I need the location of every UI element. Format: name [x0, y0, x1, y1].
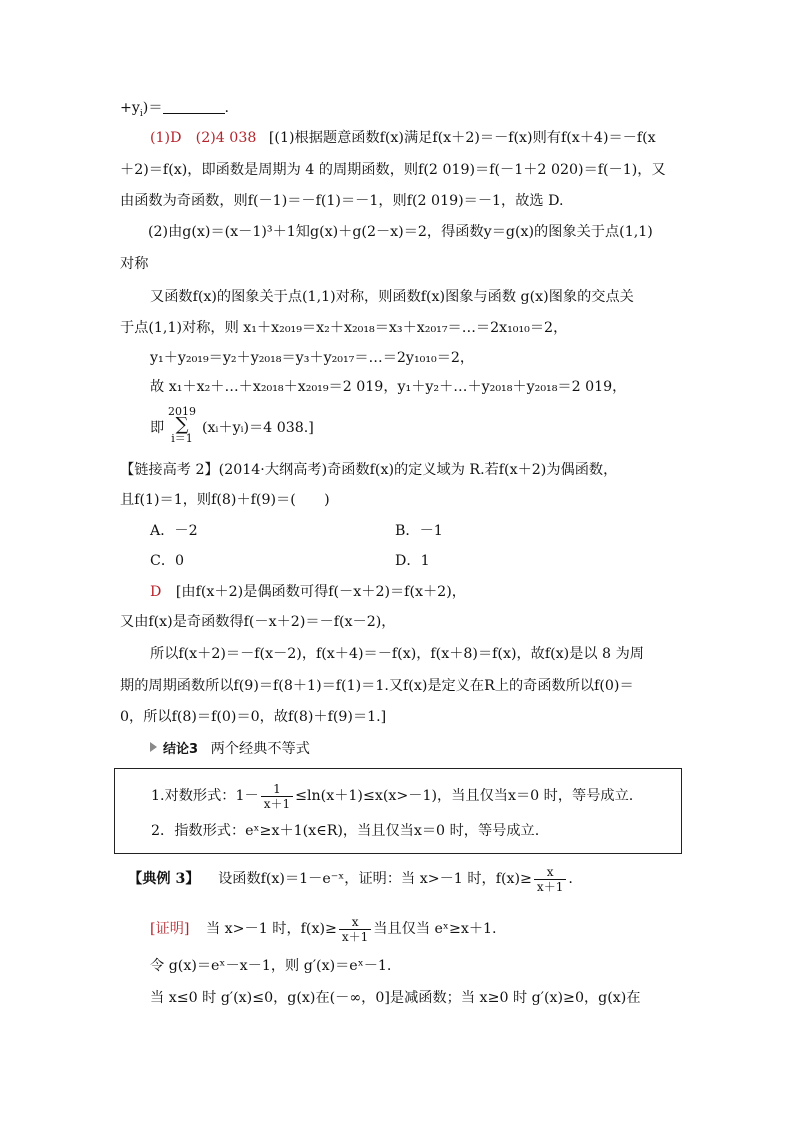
solution-1-line-1: (1)D (2)4 038 [(1)根据题意函数f(x)满足f(x＋2)＝－f(x)则有f(x＋4)＝－f(x: [150, 130, 656, 146]
answer-key: (1)D (2)4 038: [150, 130, 257, 146]
option-c: C．0: [150, 553, 185, 569]
solution-2-line-5: y₁＋y₂₀₁₉＝y₂＋y₂₀₁₈＝y₃＋y₂₀₁₇＝…＝2y₁₀₁₀＝2，: [150, 350, 475, 366]
link-problem-2-stem: 【链接高考 2】(2014·大纲高考)奇函数f(x)的定义域为 R.若f(x＋2)为偶函数，: [120, 462, 618, 478]
sum-result-line: 即: [150, 420, 165, 436]
option-b: B．－1: [395, 523, 443, 539]
link-solution-line-5: 0，所以f(8)＝f(0)＝0，故f(8)＋f(9)＝1.]: [120, 709, 387, 725]
triangle-bullet-icon: [150, 742, 157, 752]
link-solution-line-4: 期的周期函数所以f(9)＝f(8＋1)＝f(1)＝1.又f(x)是定义在R上的奇函数所以f(0)＝: [120, 678, 634, 694]
option-a: A．－2: [150, 523, 198, 539]
link-solution-line-2: 又由f(x)是奇函数得f(－x＋2)＝－f(x－2)，: [120, 614, 396, 630]
fraction: $\frac{x}{x+1}$: [534, 865, 566, 894]
link-problem-2-question: 且f(1)＝1，则f(8)＋f(9)＝( ): [120, 492, 330, 508]
sum-result-text: (xᵢ＋yᵢ)＝4 038.]: [202, 420, 314, 436]
log-inequality: 1.对数形式：1－ $\frac{1}{x+1}$ ≤ln(x＋1)≤x(x>－1)，当且仅当x＝0 时，等号成立.: [151, 781, 634, 811]
proof-label: [证明]: [150, 921, 190, 937]
option-d: D．1: [395, 553, 430, 569]
solution-1-line-2: ＋2)＝f(x)，即函数是周期为 4 的周期函数，则f(2 019)＝f(－1＋2 020)＝f(－1)，又: [120, 162, 666, 178]
conclusion-box: [114, 768, 682, 854]
solution-2-line-4: 于点(1,1)对称，则 x₁＋x₂₀₁₉＝x₂＋x₂₀₁₈＝x₃＋x₂₀₁₇＝…＝2x₁₀₁₀＝2，: [120, 320, 568, 336]
answer-blank-line: $+y_i)=$ .: [120, 100, 230, 119]
fill-in-blank: [163, 99, 225, 114]
proof-line-1: [证明] 当 x>－1 时，f(x)≥ $\frac{x}{x+1}$ 当且仅当 eˣ≥x＋1.: [150, 914, 497, 944]
proof-line-3: 当 x≤0 时 g′(x)≤0，g(x)在(－∞，0]是减函数；当 x≥0 时 g′(x)≥0，g(x)在: [150, 990, 641, 1006]
solution-2-line-6: 故 x₁＋x₂＋…＋x₂₀₁₈＋x₂₀₁₉＝2 019，y₁＋y₂＋…＋y₂₀₁₈＋y₂₀₁₈＝2 019，: [150, 379, 627, 395]
exp-inequality: 2．指数形式：eˣ≥x＋1(x∈R)，当且仅当x＝0 时，等号成立.: [151, 823, 540, 839]
link-solution-line-1: D [由f(x＋2)是偶函数可得f(－x＋2)＝f(x＋2)，: [150, 584, 466, 600]
proof-line-2: 令 g(x)＝eˣ－x－1，则 g′(x)＝eˣ－1.: [150, 958, 392, 974]
example-3: 【典例 3】 设函数f(x)＝1－e⁻ˣ，证明：当 x>－1 时，f(x)≥ $\frac{x}{x+1}$ .: [128, 864, 573, 894]
link-solution-line-3: 所以f(x＋2)＝－f(x－2)，f(x＋4)＝－f(x)，f(x＋8)＝f(x)，故f(x)是以 8 为周: [150, 646, 644, 662]
solution-2-line-1: (2)由g(x)＝(x－1)³＋1知g(x)＋g(2－x)＝2，得函数y＝g(x)的图象关于点(1,1): [148, 224, 653, 240]
fraction: $\frac{x}{x+1}$: [339, 915, 371, 944]
answer-key: D: [150, 584, 162, 600]
fraction: $\frac{1}{x+1}$: [261, 782, 293, 811]
summation-symbol: 2019 ∑ i＝1: [168, 405, 196, 445]
solution-2-line-3: 又函数f(x)的图象关于点(1,1)对称，则函数f(x)图象与函数 g(x)图象的交点关: [150, 289, 634, 305]
solution-1-line-3: 由函数为奇函数，则f(－1)＝－f(1)＝－1，则f(2 019)＝－1，故选 D.: [120, 193, 564, 209]
conclusion-heading: 结论3 两个经典不等式: [150, 739, 310, 760]
solution-2-line-2: 对称: [120, 256, 149, 272]
